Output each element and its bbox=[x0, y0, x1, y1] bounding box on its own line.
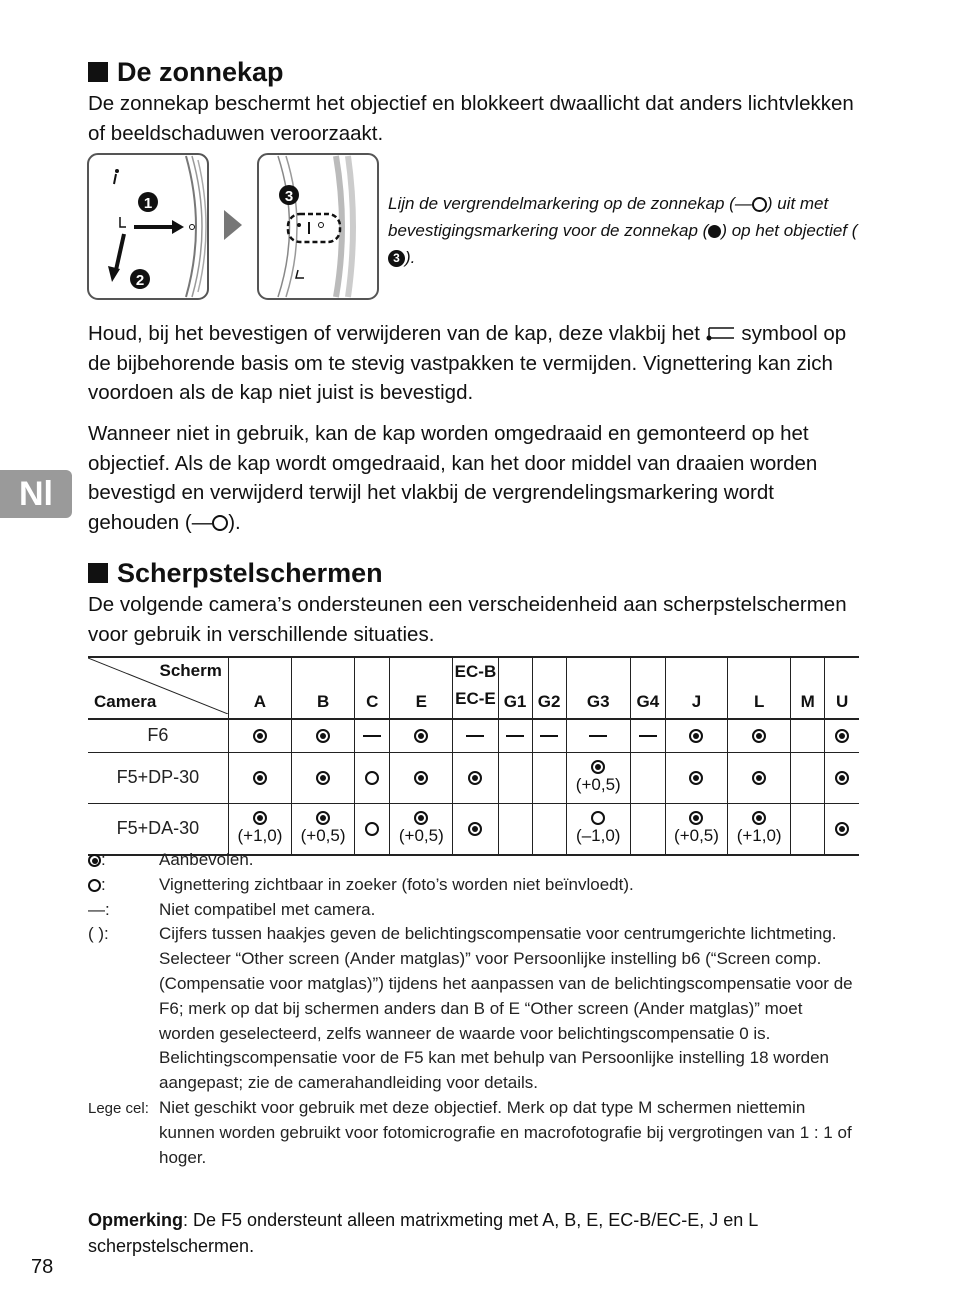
header-scherm-label: Scherm bbox=[159, 661, 222, 680]
recommended-icon bbox=[253, 811, 267, 825]
table-cell bbox=[728, 752, 791, 803]
table-cell bbox=[498, 719, 532, 752]
step-3-badge: 3 bbox=[388, 250, 405, 267]
recommended-icon bbox=[88, 854, 101, 867]
section-title-scherpstelschermen: Scherpstelschermen bbox=[88, 557, 383, 589]
hood-mark-illustration bbox=[258, 154, 378, 299]
exposure-compensation-value: (–1,0) bbox=[576, 825, 621, 845]
legend-text: Aanbevolen. bbox=[159, 850, 254, 869]
recommended-icon bbox=[316, 771, 330, 785]
hood-base-icon bbox=[706, 324, 736, 342]
table-cell bbox=[292, 752, 355, 803]
recommended-icon bbox=[752, 771, 766, 785]
exposure-compensation-value: (+0,5) bbox=[575, 774, 621, 794]
table-cell bbox=[825, 752, 859, 803]
col-header-g1: G1 bbox=[498, 657, 532, 719]
table-cell bbox=[453, 752, 498, 803]
legend-item bbox=[88, 898, 858, 923]
col-header-m: M bbox=[791, 657, 825, 719]
table-cell bbox=[292, 719, 355, 752]
recommended-icon bbox=[689, 771, 703, 785]
vignetting-icon bbox=[365, 822, 379, 836]
open-circle-icon bbox=[212, 515, 228, 531]
table-cell bbox=[498, 752, 532, 803]
recommended-icon bbox=[316, 729, 330, 743]
table-cell bbox=[665, 752, 727, 803]
exposure-compensation-value: (+0,5) bbox=[300, 825, 346, 845]
vignetting-icon bbox=[365, 771, 379, 785]
step-2-label: 2 bbox=[135, 272, 145, 289]
zonnekap-intro: De zonnekap beschermt het objectief en blokkeert dwaallicht dat anders lichtvlekken of beeldschaduwen veroorzaakt. bbox=[88, 92, 854, 145]
col-header-c: C bbox=[355, 657, 390, 719]
table-cell bbox=[453, 719, 498, 752]
legend-text: Cijfers tussen haakjes geven de belichtingscompensatie voor centrumgerichte lichtmeting. Selecteer “Other screen (Ander matglas)” voor Persoonlijke instelling b6 (“Screen comp. (Compensatie voor matglas)”) tijdens het aanpassen van de belichtingscompensatie voor de F6; merk op dat bij schermen anders dan B of E “Other screen (Ander matglas)” moet worden geselecteerd, zelfs wanneer de waarde voor belichtingscompensatie 0 is. Belichtingscompensatie voor de F5 kan met behulp van Persoonlijke instelling 18 worden aangepast; zie de camerahandleiding voor details. bbox=[159, 924, 853, 1093]
legend-key: —: bbox=[88, 899, 110, 919]
table-cell bbox=[665, 719, 727, 752]
table-cell bbox=[566, 752, 630, 803]
note-text: : De F5 ondersteunt alleen matrixmeting met A, B, E, EC-B/EC-E, J en L scherpstelschermen. bbox=[88, 1210, 758, 1256]
header-corner-cell bbox=[88, 657, 228, 719]
recommended-icon bbox=[414, 771, 428, 785]
recommended-icon bbox=[835, 771, 849, 785]
section-title-zonnekap: De zonnekap bbox=[88, 56, 284, 88]
hood-reverse-paragraph: Wanneer niet in gebruik, kan de kap worden omgedraaid en gemonteerd op het objectief. Als de kap wordt omgedraaid, kan het door middel van draaien worden bevestigd en verwijderd terwijl het vlakbij de vergrendelingsmarkering wordt gehouden (— ). bbox=[88, 422, 818, 534]
recommended-icon bbox=[468, 822, 482, 836]
recommended-icon bbox=[689, 811, 703, 825]
col-header-g4: G4 bbox=[630, 657, 665, 719]
recommended-icon bbox=[835, 729, 849, 743]
legend-text: Niet compatibel met camera. bbox=[159, 899, 376, 919]
table-cell bbox=[355, 752, 390, 803]
filled-circle-icon bbox=[708, 225, 721, 238]
exposure-compensation-value: (+1,0) bbox=[237, 825, 283, 845]
recommended-icon bbox=[752, 729, 766, 743]
camera-cell: F6 bbox=[88, 719, 228, 752]
camera-cell: F5+DA-30 bbox=[88, 803, 228, 855]
recommended-icon bbox=[253, 771, 267, 785]
legend-key: Lege cel: bbox=[88, 1099, 149, 1117]
exposure-compensation-value: (+1,0) bbox=[736, 825, 782, 845]
incompatible-icon bbox=[639, 735, 657, 737]
exposure-compensation-value: (+0,5) bbox=[674, 825, 719, 845]
focusing-screens-table bbox=[88, 656, 859, 856]
table-cell bbox=[825, 719, 859, 752]
legend-key: : bbox=[88, 873, 159, 898]
table-cell bbox=[791, 719, 825, 752]
col-header-g3: G3 bbox=[566, 657, 630, 719]
incompatible-icon bbox=[506, 735, 524, 737]
recommended-icon bbox=[468, 771, 482, 785]
table-legend bbox=[88, 848, 858, 1170]
table-cell bbox=[566, 719, 630, 752]
col-header-g2: G2 bbox=[532, 657, 566, 719]
table-cell bbox=[355, 719, 390, 752]
col-header-b: B bbox=[292, 657, 355, 719]
language-tab: Nl bbox=[0, 470, 72, 518]
step-1-label: 1 bbox=[143, 195, 153, 212]
table-cell bbox=[728, 719, 791, 752]
square-bullet-icon bbox=[88, 62, 108, 82]
legend-key: : bbox=[88, 848, 159, 873]
page-number: 78 bbox=[31, 1256, 54, 1278]
recommended-icon bbox=[316, 811, 330, 825]
table-cell bbox=[630, 752, 665, 803]
recommended-icon bbox=[689, 729, 703, 743]
legend-item bbox=[88, 873, 858, 898]
vignetting-icon bbox=[591, 811, 605, 825]
scherpstel-intro: De volgende camera’s ondersteunen een verscheidenheid aan scherpstelschermen voor gebruik in verschillende situaties. bbox=[88, 593, 847, 646]
illustration-caption: Lijn de vergrendelmarkering op de zonnekap (— ) uit met bevestigingsmarkering voor de zonnekap ( ) op het objectief (3 ). bbox=[388, 194, 858, 267]
hood-grip-paragraph: Houd, bij het bevestigen of verwijderen van de kap, deze vlakbij het symbool op de bijbehorende basis om te stevig vastpakken te vermijden. Vignettering kan zich voordoen als de kap niet juist is bevestigd. bbox=[88, 322, 847, 404]
note-label: Opmerking bbox=[88, 1210, 184, 1230]
recommended-icon bbox=[591, 760, 605, 774]
table-cell bbox=[532, 752, 566, 803]
note-paragraph bbox=[88, 1207, 858, 1259]
header-camera-label: Camera bbox=[94, 692, 157, 711]
legend-text: Vignettering zichtbaar in zoeker (foto’s worden niet beïnvloedt). bbox=[159, 874, 634, 894]
table-cell bbox=[630, 719, 665, 752]
arrow-right-icon bbox=[224, 210, 242, 240]
incompatible-icon bbox=[589, 735, 607, 737]
recommended-icon bbox=[253, 729, 267, 743]
camera-cell: F5+DP-30 bbox=[88, 752, 228, 803]
table-header-row bbox=[88, 657, 859, 719]
incompatible-icon bbox=[363, 735, 381, 737]
col-header-l: L bbox=[728, 657, 791, 719]
col-header-a: A bbox=[228, 657, 291, 719]
incompatible-icon bbox=[540, 735, 558, 737]
table-row bbox=[88, 719, 859, 752]
square-bullet-icon bbox=[88, 563, 108, 583]
legend-item bbox=[88, 848, 858, 873]
recommended-icon bbox=[414, 729, 428, 743]
legend-text: Niet geschikt voor gebruik met deze objectief. Merk op dat type M schermen niettemin kunnen worden gebruikt voor fotomicrografie en macrofotografie bij vergrotingen van 1 : 1 of hoger. bbox=[159, 1097, 852, 1167]
legend-item bbox=[88, 922, 858, 1096]
col-header-j: J bbox=[665, 657, 727, 719]
table-cell bbox=[390, 719, 453, 752]
table-cell bbox=[228, 719, 291, 752]
table-cell bbox=[228, 752, 291, 803]
col-header-e: E bbox=[390, 657, 453, 719]
legend-item bbox=[88, 1096, 858, 1170]
table-cell bbox=[390, 752, 453, 803]
step-3-label: 3 bbox=[284, 188, 294, 205]
lens-hood-illustration bbox=[86, 152, 382, 302]
vignetting-icon bbox=[88, 879, 101, 892]
exposure-compensation-value: (+0,5) bbox=[398, 825, 444, 845]
table-cell bbox=[791, 752, 825, 803]
table-row bbox=[88, 752, 859, 803]
legend-key: ( ): bbox=[88, 924, 109, 944]
open-circle-icon bbox=[752, 197, 767, 212]
col-header-ecb-ece: EC-B EC-E bbox=[453, 657, 498, 719]
recommended-icon bbox=[414, 811, 428, 825]
incompatible-icon bbox=[466, 735, 484, 737]
recommended-icon bbox=[835, 822, 849, 836]
col-header-u: U bbox=[825, 657, 859, 719]
table-cell bbox=[532, 719, 566, 752]
recommended-icon bbox=[752, 811, 766, 825]
